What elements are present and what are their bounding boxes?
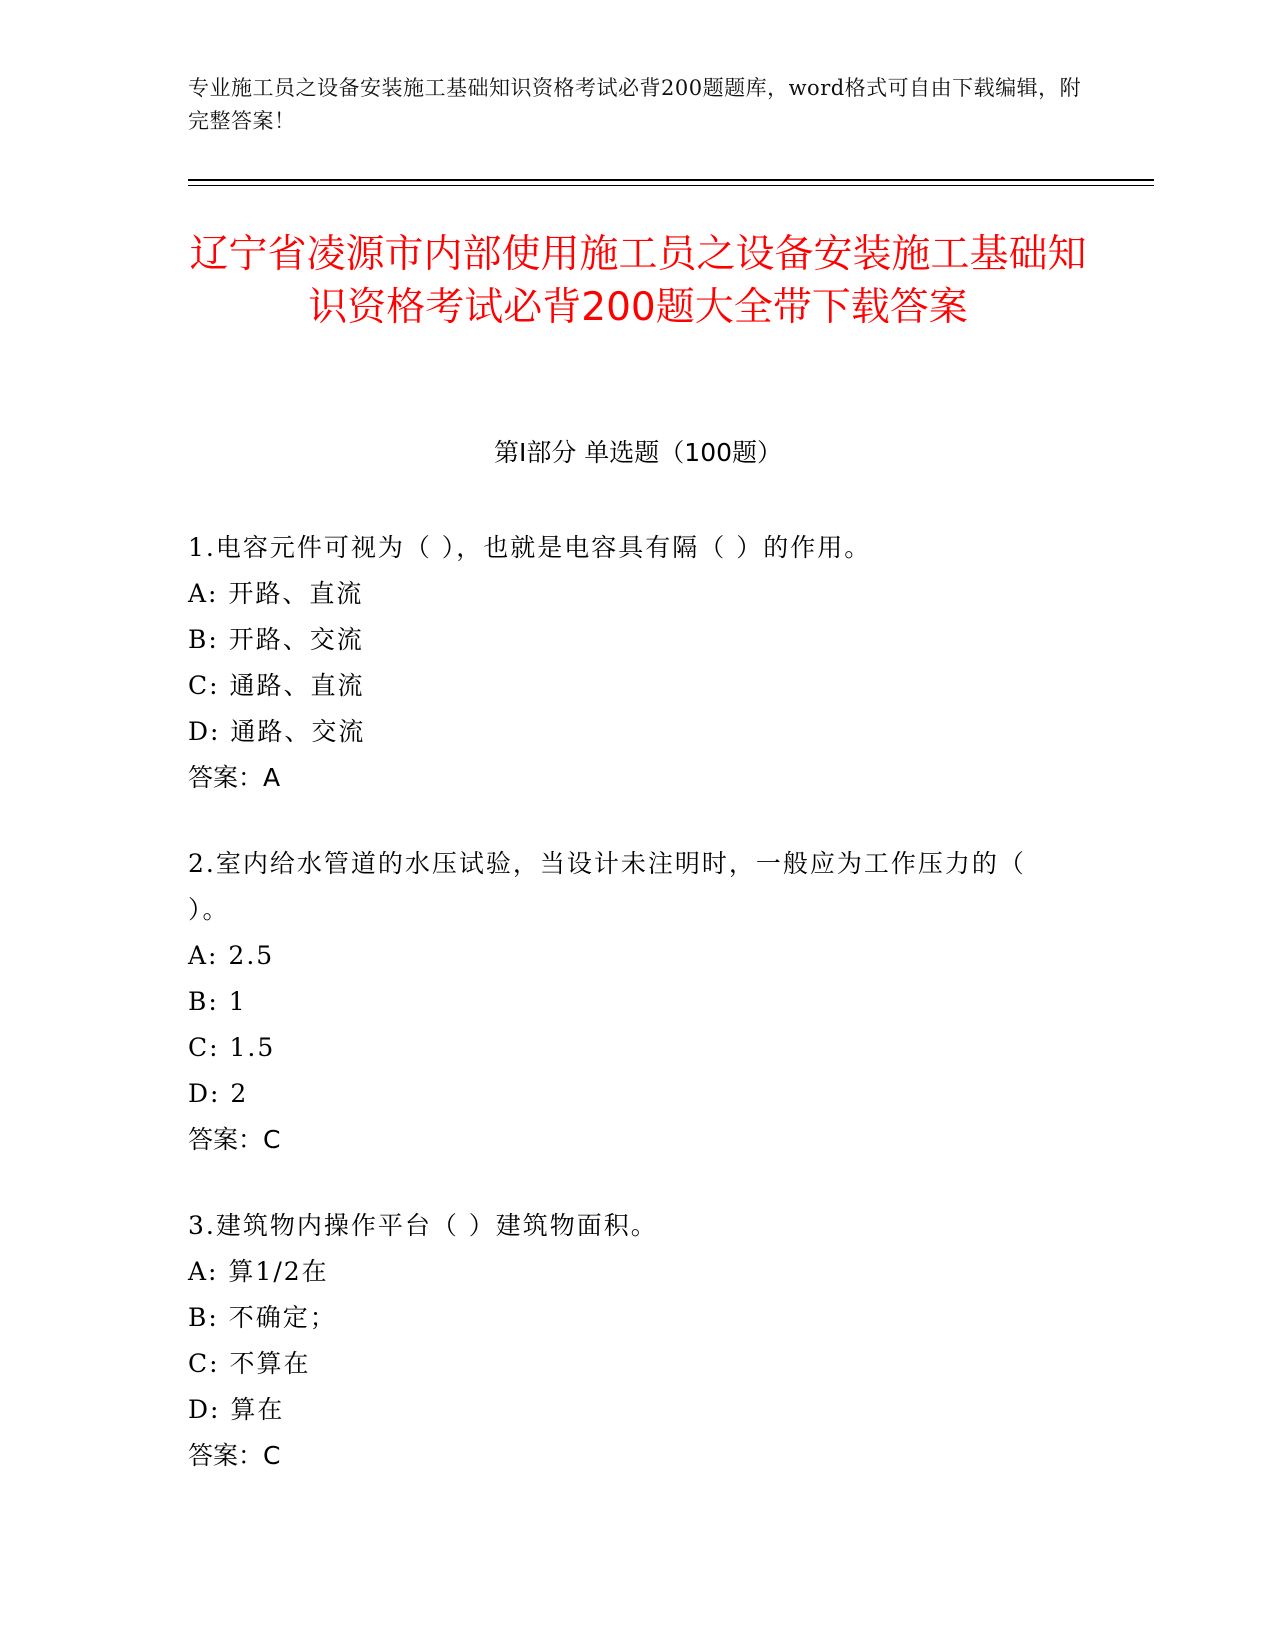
answer-line: 答案：C [188,1441,281,1470]
option-d: D: 算在 [188,1395,285,1424]
answer-line: 答案：C [188,1125,281,1154]
option-a: A: 开路、直流 [188,579,364,608]
question-stem: 2.室内给水管道的水压试验，当设计未注明时，一般应为工作压力的（ ）。 [188,849,1026,924]
question-1 [188,525,1068,801]
option-a: A: 2.5 [188,941,275,970]
document-title: 辽宁省凌源市内部使用施工员之设备安装施工基础知识资格考试必背200题大全带下载答案 [189,232,1087,330]
option-c: C: 1.5 [188,1033,276,1062]
option-c: C: 通路、直流 [188,671,365,700]
question-2 [188,841,1068,1163]
question-3 [188,1203,1068,1479]
option-b: B: 不确定； [188,1303,337,1332]
question-stem: 1.电容元件可视为（ ），也就是电容具有隔（ ）的作用。 [188,533,872,562]
header-note: 专业施工员之设备安装施工基础知识资格考试必背200题题库，word格式可自由下载编辑，附完整答案！ [188,76,1082,133]
header-divider-thin [188,185,1154,186]
question-list [188,525,1068,1519]
option-d: D: 通路、交流 [188,717,366,746]
option-b: B: 1 [188,987,247,1016]
option-b: B: 开路、交流 [188,625,364,654]
header-divider-thick [188,179,1154,181]
option-d: D: 2 [188,1079,249,1108]
section-heading: 第Ⅰ部分 单选题（100题） [493,438,783,467]
question-stem: 3.建筑物内操作平台（ ）建筑物面积。 [188,1211,658,1240]
option-a: A: 算1/2在 [188,1257,329,1286]
answer-line: 答案：A [188,763,281,792]
option-c: C: 不算在 [188,1349,311,1378]
